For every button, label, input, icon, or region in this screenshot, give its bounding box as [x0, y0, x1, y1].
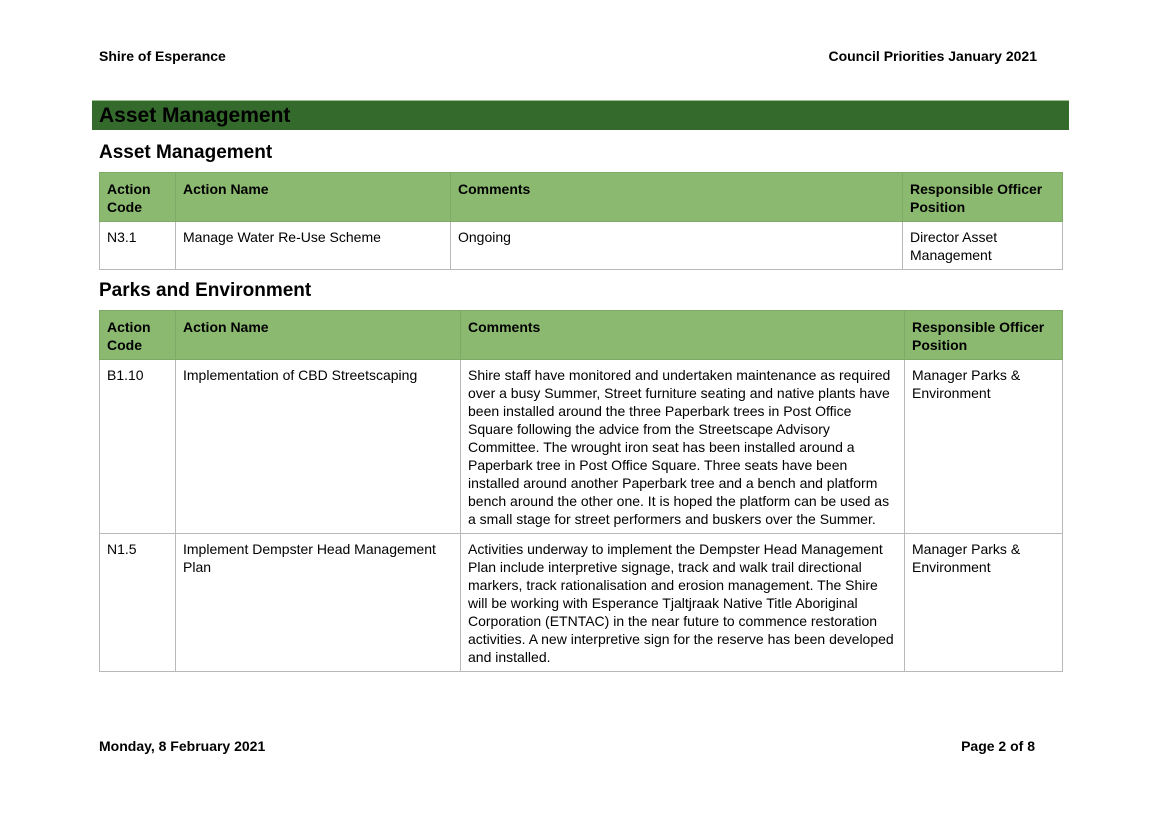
footer-date: Monday, 8 February 2021 [99, 738, 266, 754]
table-header-row [100, 173, 1063, 222]
table-row [100, 534, 1063, 672]
column-header-responsible-officer: Responsible Officer Position [903, 173, 1063, 222]
section-banner: Asset Management [92, 100, 1069, 130]
column-header-comments: Comments [461, 311, 905, 360]
action-code-cell: N1.5 [100, 534, 176, 672]
header-organisation: Shire of Esperance [99, 48, 226, 64]
table-row [100, 360, 1063, 534]
column-header-comments: Comments [451, 173, 903, 222]
action-code-cell: N3.1 [100, 222, 176, 270]
comments-cell: Activities underway to implement the Dempster Head Management Plan include interpretive signage, track and walk trail directional markers, track rationalisation and erosion management. The Shire will be working with Esperance Tjaltjraak Native Title Aboriginal Corporation (ETNTAC) in the near future to commence restoration activities. A new interpretive sign for the reserve has been developed and installed. [461, 534, 905, 672]
column-header-responsible-officer: Responsible Officer Position [905, 311, 1063, 360]
responsible-officer-cell: Director Asset Management [903, 222, 1063, 270]
table-header-row [100, 311, 1063, 360]
column-header-action-name: Action Name [176, 173, 451, 222]
action-name-cell: Implementation of CBD Streetscaping [176, 360, 461, 534]
column-header-action-name: Action Name [176, 311, 461, 360]
responsible-officer-cell: Manager Parks & Environment [905, 534, 1063, 672]
section-title-asset-management: Asset Management [99, 142, 273, 163]
comments-cell: Ongoing [451, 222, 903, 270]
parks-environment-table [99, 310, 1063, 672]
action-name-cell: Manage Water Re-Use Scheme [176, 222, 451, 270]
responsible-officer-cell: Manager Parks & Environment [905, 360, 1063, 534]
action-code-cell: B1.10 [100, 360, 176, 534]
action-name-cell: Implement Dempster Head Management Plan [176, 534, 461, 672]
comments-cell: Shire staff have monitored and undertaken maintenance as required over a busy Summer, Street furniture seating and native plants have been installed around the three Paperbark trees in Post Office Square following the advice from the Streetscape Advisory Committee. The wrought iron seat has been installed around a Paperbark tree in Post Office Square. Three seats have been installed around another Paperbark tree and a bench and platform bench around the other one. It is hoped the platform can be used as a small stage for street performers and buskers over the Summer. [461, 360, 905, 534]
column-header-action-code: Action Code [100, 173, 176, 222]
asset-management-table [99, 172, 1063, 270]
header-document-title: Council Priorities January 2021 [828, 48, 1037, 64]
column-header-action-code: Action Code [100, 311, 176, 360]
section-title-parks-environment: Parks and Environment [99, 280, 312, 301]
footer-page-number: Page 2 of 8 [961, 738, 1035, 754]
table-row [100, 222, 1063, 270]
